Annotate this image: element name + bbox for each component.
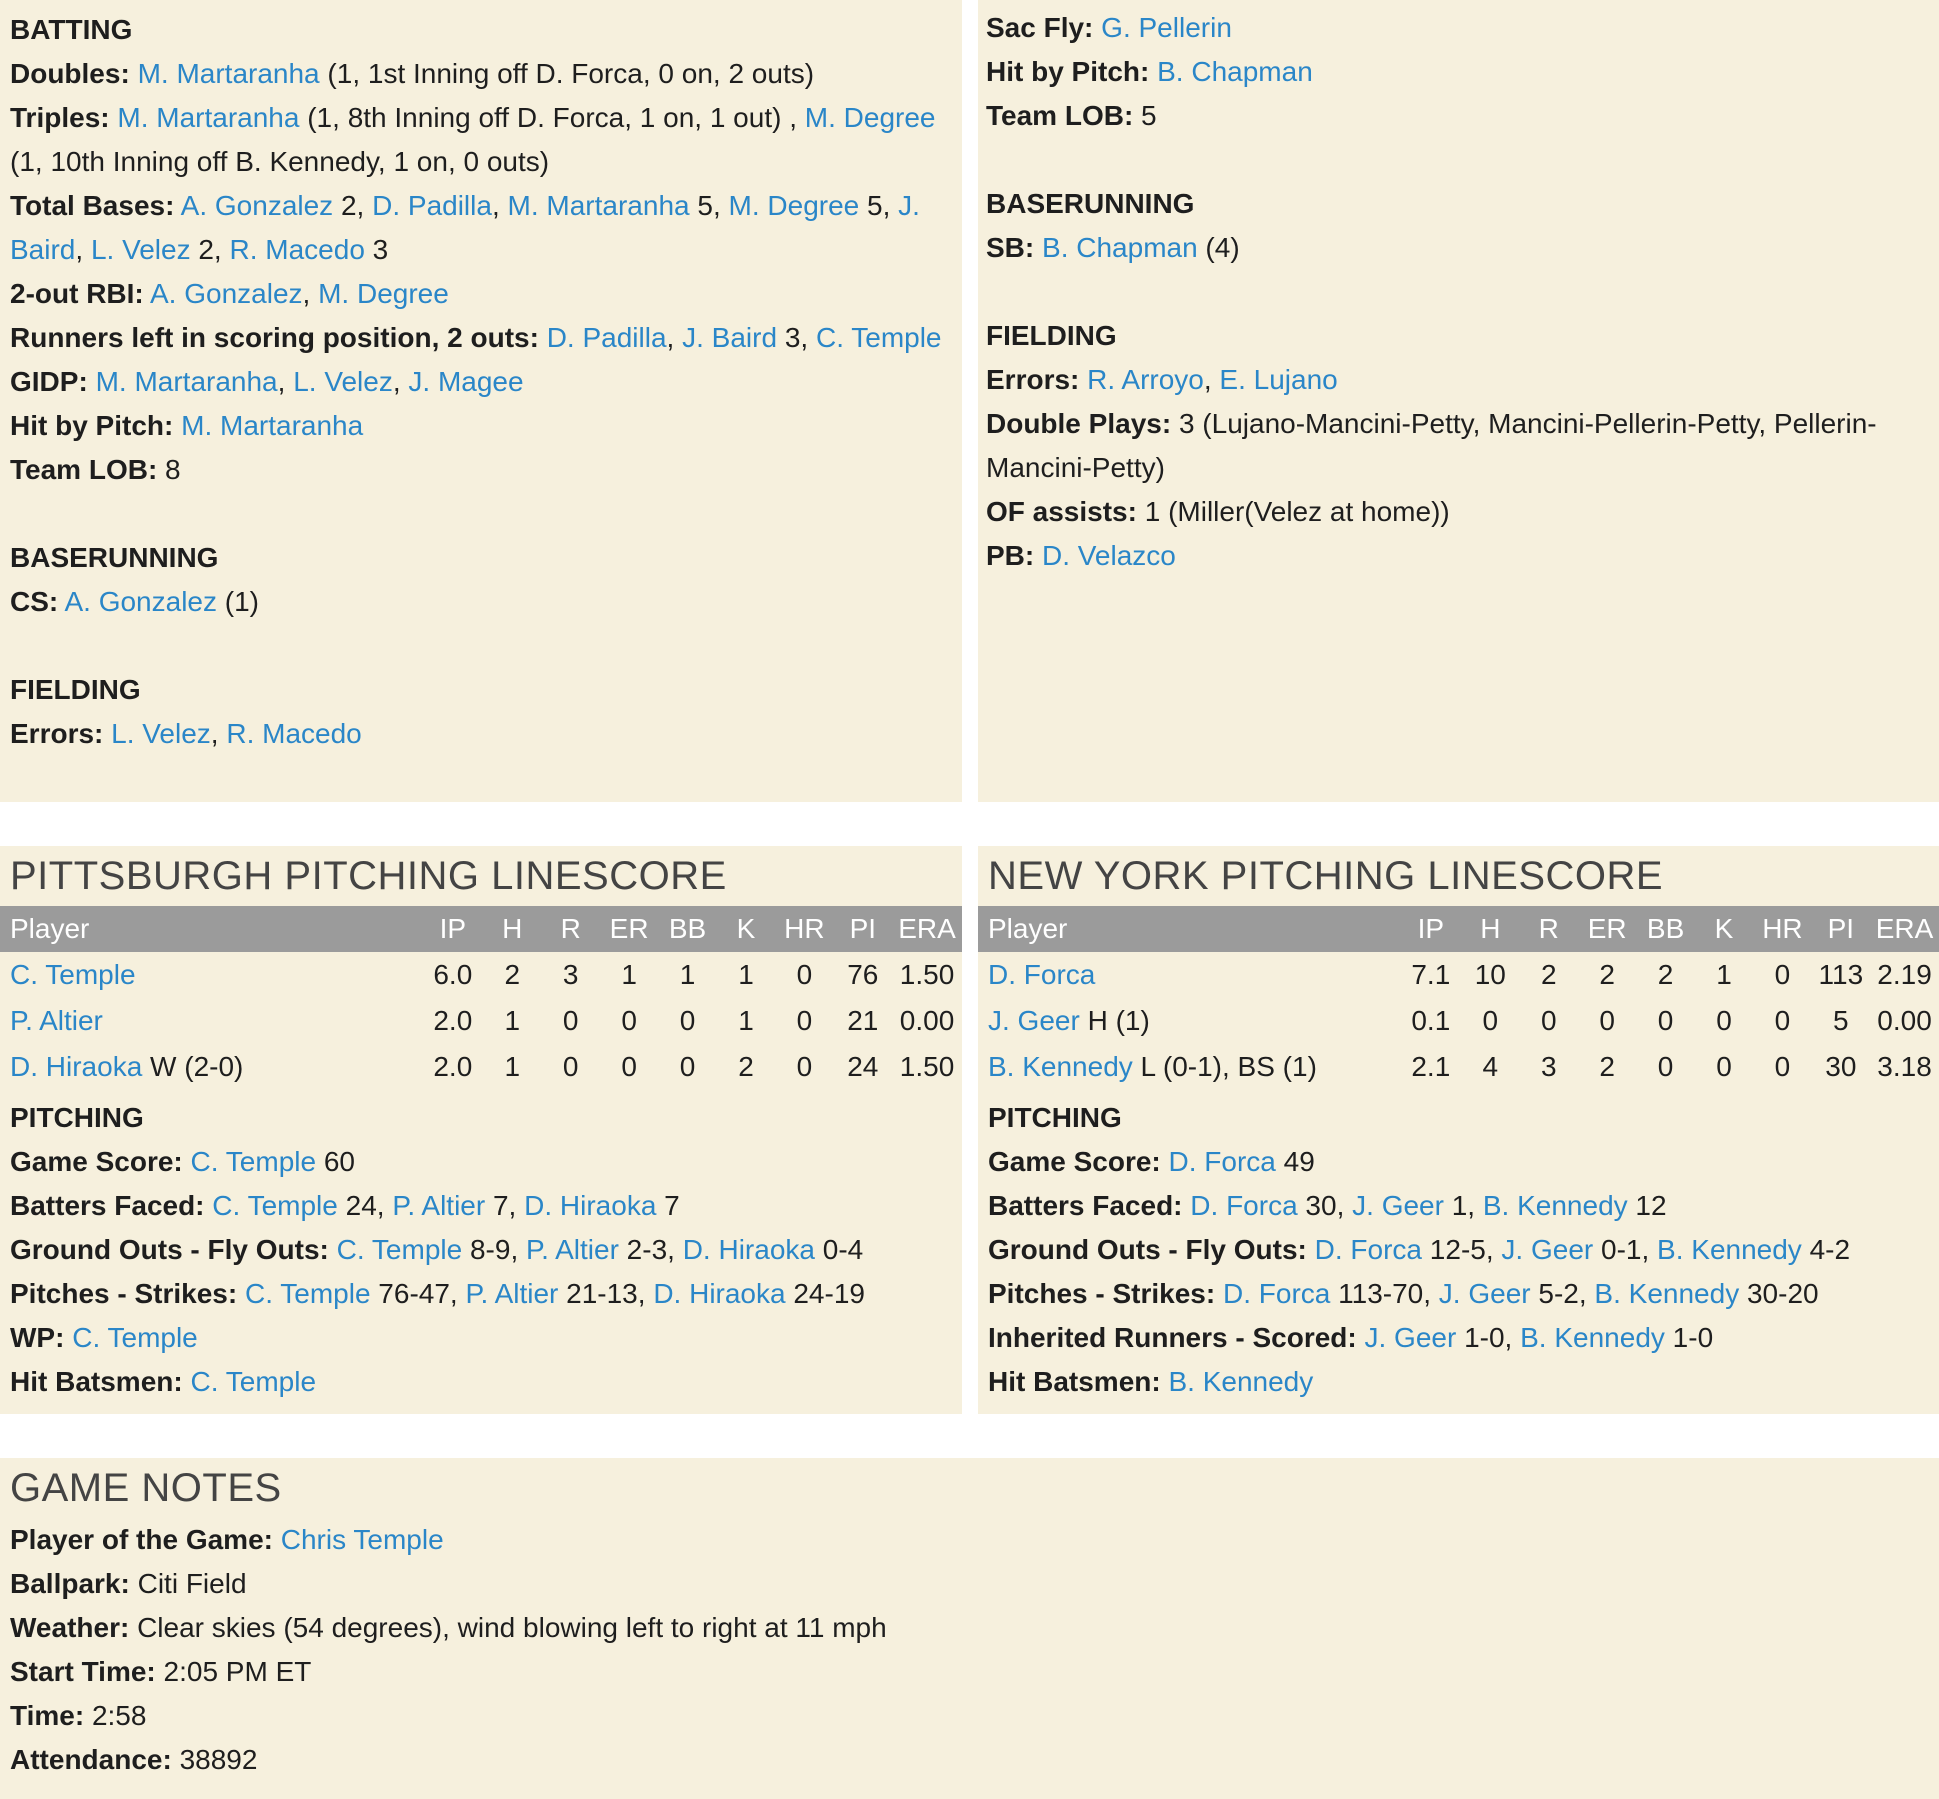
errors-line <box>10 712 952 756</box>
stat-text: , <box>666 322 683 353</box>
spacer <box>10 492 952 536</box>
start-time-value: 2:05 PM ET <box>155 1656 312 1687</box>
table-row <box>978 952 1939 998</box>
batting-header: BATTING <box>10 14 133 45</box>
hr-cell: 0 <box>1774 1005 1791 1036</box>
player-link[interactable]: J. Geer <box>988 1005 1080 1036</box>
game-score-line <box>10 1140 952 1184</box>
stat-text: 1, <box>1443 1190 1483 1221</box>
column-header: R <box>542 906 600 952</box>
stat-text: , <box>302 278 319 309</box>
inherited-runners-line <box>988 1316 1929 1360</box>
pitching-linescore-table <box>0 906 962 1090</box>
stat-text: 8-9, <box>462 1234 527 1265</box>
hit-batsmen-label: Hit Batsmen: <box>988 1366 1161 1397</box>
player-link[interactable]: P. Altier <box>10 1005 103 1036</box>
player-link[interactable]: L. Velez <box>90 234 191 265</box>
pi-cell: 30 <box>1825 1051 1857 1082</box>
pitching-header: PITCHING <box>988 1102 1122 1133</box>
game-time-value: 2:58 <box>84 1700 147 1731</box>
game-notes-panel <box>0 1458 1939 1799</box>
r-cell: 3 <box>1540 1051 1557 1082</box>
player-cell <box>978 952 1401 998</box>
stat-text: (1) <box>217 586 259 617</box>
column-header: ERA <box>1870 906 1939 952</box>
double-plays-text: 3 (Lujano-Mancini-Petty, Mancini-Pellerin-Petty, Pellerin-Mancini-Petty) <box>986 408 1877 483</box>
player-link[interactable]: A. Gonzalez <box>64 586 217 617</box>
cs-label: CS: <box>10 586 59 617</box>
column-header: BB <box>1636 906 1694 952</box>
player-link[interactable]: B. Kennedy <box>1482 1190 1628 1221</box>
of-assists-line <box>986 490 1929 534</box>
column-header: K <box>1695 906 1753 952</box>
player-link[interactable]: Chris Temple <box>280 1524 444 1555</box>
k-cell: 2 <box>738 1051 754 1082</box>
player-link[interactable]: E. Lujano <box>1219 364 1338 395</box>
decision-note: H (1) <box>1079 1005 1150 1036</box>
hr-cell: 0 <box>796 959 813 990</box>
start-time-label: Start Time: <box>10 1656 156 1687</box>
sac-fly-label: Sac Fly: <box>986 12 1094 43</box>
player-link[interactable]: M. Martaranha <box>507 190 690 221</box>
player-link[interactable]: J. Geer <box>1438 1278 1531 1309</box>
stat-text: 0-4 <box>814 1234 864 1265</box>
stat-text: 30, <box>1297 1190 1353 1221</box>
stat-text: 113-70, <box>1330 1278 1439 1309</box>
pitching-details <box>978 1090 1939 1404</box>
triples-line <box>10 96 952 184</box>
pi-cell: 76 <box>847 959 879 990</box>
game-notes-body <box>0 1518 1939 1782</box>
decision-note: L (0-1), BS (1) <box>1132 1051 1317 1082</box>
column-header: Player <box>978 906 1401 952</box>
column-header: ER <box>1578 906 1636 952</box>
pi-cell: 21 <box>847 1005 879 1036</box>
stat-text: , <box>392 366 409 397</box>
stat-text: 0-1, <box>1593 1234 1658 1265</box>
player-link[interactable]: J. Geer <box>1352 1190 1444 1221</box>
hit-by-pitch-line <box>10 404 952 448</box>
table-row <box>978 998 1939 1044</box>
player-link[interactable]: J. Geer <box>1364 1322 1457 1353</box>
errors-line <box>986 358 1929 402</box>
stat-text: 1-0, <box>1456 1322 1521 1353</box>
errors-label: Errors: <box>10 718 104 749</box>
player-link[interactable]: C. Temple <box>190 1366 317 1397</box>
player-cell <box>0 952 423 998</box>
new-york-pitching-panel <box>978 846 1939 1414</box>
ballpark-value: Citi Field <box>129 1568 247 1599</box>
player-link[interactable]: D. Hiraoka <box>682 1234 815 1265</box>
k-cell: 0 <box>1716 1051 1732 1082</box>
team-lob-label: Team LOB: <box>10 454 158 485</box>
player-link[interactable]: D. Hiraoka <box>524 1190 657 1221</box>
new-york-batting-panel <box>978 0 1939 802</box>
wild-pitch-label: WP: <box>10 1322 65 1353</box>
er-cell: 2 <box>1599 959 1615 990</box>
column-header: HR <box>1753 906 1811 952</box>
player-link[interactable]: J. Baird <box>682 322 778 353</box>
wild-pitch-line <box>10 1316 952 1360</box>
pitches-strikes-label: Pitches - Strikes: <box>988 1278 1216 1309</box>
player-link[interactable]: M. Degree <box>804 102 936 133</box>
batters-faced-line <box>10 1184 952 1228</box>
h-cell: 4 <box>1482 1051 1499 1082</box>
stat-text: 24, <box>337 1190 393 1221</box>
player-link[interactable]: D. Forca <box>1222 1278 1331 1309</box>
team-lob-value: 8 <box>157 454 181 485</box>
double-plays-line <box>986 402 1929 490</box>
ip-cell: 2.0 <box>433 1051 473 1082</box>
batters-faced-line <box>988 1184 1929 1228</box>
er-cell: 2 <box>1599 1051 1615 1082</box>
player-link[interactable]: M. Degree <box>318 278 449 309</box>
player-link[interactable]: J. Baird <box>10 190 920 265</box>
player-link[interactable]: D. Velazco <box>1042 540 1176 571</box>
bb-cell: 0 <box>1657 1005 1674 1036</box>
triples-detail: (1, 10th Inning off B. Kennedy, 1 on, 0 outs) <box>10 146 550 177</box>
player-link[interactable]: C. Temple <box>72 1322 198 1353</box>
player-link[interactable]: A. Gonzalez <box>150 278 303 309</box>
stat-text: 2-3, <box>618 1234 683 1265</box>
player-link[interactable]: M. Martaranha <box>117 102 300 133</box>
double-plays-label: Double Plays: <box>986 408 1172 439</box>
column-header: R <box>1520 906 1578 952</box>
player-link[interactable]: B. Kennedy <box>1168 1366 1314 1397</box>
r-cell: 0 <box>562 1005 579 1036</box>
player-link[interactable]: B. Kennedy <box>1520 1322 1665 1353</box>
inherited-runners-label: Inherited Runners - Scored: <box>988 1322 1357 1353</box>
stat-text: 1-0 <box>1664 1322 1714 1353</box>
bb-cell: 0 <box>679 1051 696 1082</box>
gidp-label: GIDP: <box>10 366 88 397</box>
player-link[interactable]: D. Forca <box>1314 1234 1423 1265</box>
batters-faced-label: Batters Faced: <box>10 1190 205 1221</box>
column-header: ERA <box>892 906 962 952</box>
spacer <box>986 138 1929 182</box>
h-cell: 0 <box>1482 1005 1499 1036</box>
player-cell <box>978 998 1401 1044</box>
errors-label: Errors: <box>986 364 1080 395</box>
triples-label: Triples: <box>10 102 110 133</box>
two-out-rbi-label: 2-out RBI: <box>10 278 144 309</box>
doubles-label: Doubles: <box>10 58 130 89</box>
player-link[interactable]: B. Chapman <box>1042 232 1198 263</box>
attendance-label: Attendance: <box>10 1744 172 1775</box>
doubles-detail: (1, 1st Inning off D. Forca, 0 on, 2 outs) <box>319 58 815 89</box>
stat-text: 76-47, <box>370 1278 466 1309</box>
ground-fly-outs-line <box>10 1228 952 1272</box>
k-cell: 1 <box>1716 959 1732 990</box>
ip-cell: 7.1 <box>1411 959 1451 990</box>
ip-cell: 6.0 <box>433 959 473 990</box>
k-cell: 1 <box>738 959 754 990</box>
column-header: Player <box>0 906 423 952</box>
era-cell: 0.00 <box>1877 1005 1932 1036</box>
player-link[interactable]: R. Macedo <box>229 234 365 265</box>
r-cell: 2 <box>1540 959 1557 990</box>
column-header: PI <box>834 906 892 952</box>
rlisp-label: Runners left in scoring position, 2 outs: <box>10 322 539 353</box>
stat-text: , <box>491 190 508 221</box>
team-lob-line <box>10 448 952 492</box>
batters-faced-label: Batters Faced: <box>988 1190 1183 1221</box>
column-header: IP <box>423 906 484 952</box>
ballpark-label: Ballpark: <box>10 1568 130 1599</box>
hit-by-pitch-line <box>986 50 1929 94</box>
bb-cell: 1 <box>679 959 696 990</box>
r-cell: 0 <box>1540 1005 1557 1036</box>
stat-text: , <box>210 718 227 749</box>
column-header: IP <box>1401 906 1462 952</box>
gidp-line <box>10 360 952 404</box>
player-cell <box>0 1044 423 1090</box>
stat-text: 7 <box>656 1190 680 1221</box>
sb-label: SB: <box>986 232 1035 263</box>
bb-cell: 0 <box>1657 1051 1674 1082</box>
section-title: NEW YORK PITCHING LINESCORE <box>988 854 1664 898</box>
sac-fly-line <box>986 6 1929 50</box>
stat-text: 12-5, <box>1422 1234 1502 1265</box>
stat-text: (4) <box>1197 232 1240 263</box>
pitches-strikes-line <box>988 1272 1929 1316</box>
pittsburgh-pitching-panel <box>0 846 962 1414</box>
table-header-row <box>0 906 962 952</box>
spacer <box>10 624 952 668</box>
pitching-header: PITCHING <box>10 1102 144 1133</box>
weather-value: Clear skies (54 degrees), wind blowing left to right at 11 mph <box>129 1612 887 1643</box>
h-cell: 1 <box>504 1005 521 1036</box>
stat-text: 5, <box>689 190 729 221</box>
era-cell: 0.00 <box>899 1005 955 1036</box>
k-cell: 1 <box>738 1005 754 1036</box>
game-time-label: Time: <box>10 1700 85 1731</box>
weather-label: Weather: <box>10 1612 130 1643</box>
game-score-label: Game Score: <box>10 1146 183 1177</box>
attendance-line <box>10 1738 1929 1782</box>
ground-fly-outs-label: Ground Outs - Fly Outs: <box>988 1234 1307 1265</box>
player-cell <box>0 998 423 1044</box>
player-link[interactable]: B. Kennedy <box>1657 1234 1802 1265</box>
table-row <box>0 998 962 1044</box>
player-link[interactable]: B. Chapman <box>1157 56 1313 87</box>
cs-line <box>10 580 952 624</box>
era-cell: 3.18 <box>1877 1051 1932 1082</box>
stat-text: 30-20 <box>1739 1278 1819 1309</box>
sb-line <box>986 226 1929 270</box>
doubles-line <box>10 52 952 96</box>
column-header: HR <box>775 906 833 952</box>
stat-text: 2, <box>333 190 373 221</box>
er-cell: 0 <box>1599 1005 1615 1036</box>
of-assists-label: OF assists: <box>986 496 1137 527</box>
player-link[interactable]: M. Martaranha <box>181 410 364 441</box>
total-bases-line <box>10 184 952 272</box>
column-header: H <box>483 906 541 952</box>
team-lob-label: Team LOB: <box>986 100 1134 131</box>
ip-cell: 0.1 <box>1411 1005 1451 1036</box>
player-link[interactable]: D. Hiraoka <box>653 1278 786 1309</box>
player-link[interactable]: B. Kennedy <box>1594 1278 1740 1309</box>
two-out-rbi-line <box>10 272 952 316</box>
player-link[interactable]: J. Geer <box>1501 1234 1594 1265</box>
player-link[interactable]: M. Martaranha <box>137 58 320 89</box>
ip-cell: 2.1 <box>1411 1051 1451 1082</box>
player-link[interactable]: L. Velez <box>111 718 211 749</box>
player-link[interactable]: M. Martaranha <box>95 366 278 397</box>
player-link[interactable]: L. Velez <box>293 366 393 397</box>
ground-fly-outs-label: Ground Outs - Fly Outs: <box>10 1234 329 1265</box>
section-title: GAME NOTES <box>10 1466 282 1510</box>
player-link[interactable]: C. Temple <box>212 1190 338 1221</box>
pb-line <box>986 534 1929 578</box>
stat-text: 3, <box>777 322 816 353</box>
stat-text: , <box>277 366 294 397</box>
er-cell: 0 <box>621 1051 637 1082</box>
player-link[interactable]: C. Temple <box>190 1146 317 1177</box>
baserunning-header: BASERUNNING <box>10 542 219 573</box>
stat-text: 2, <box>190 234 230 265</box>
game-score-label: Game Score: <box>988 1146 1161 1177</box>
k-cell: 0 <box>1716 1005 1732 1036</box>
player-link[interactable]: D. Padilla <box>546 322 667 353</box>
pb-label: PB: <box>986 540 1035 571</box>
of-assists-text: 1 (Miller(Velez at home)) <box>1136 496 1450 527</box>
player-link[interactable]: C. Temple <box>336 1234 463 1265</box>
stat-text: 5-2, <box>1530 1278 1595 1309</box>
player-link[interactable]: C. Temple <box>815 322 942 353</box>
player-link[interactable]: C. Temple <box>10 959 136 990</box>
stat-text: 5, <box>859 190 899 221</box>
total-bases-label: Total Bases: <box>10 190 175 221</box>
stat-text: 3 <box>364 234 389 265</box>
player-link[interactable]: P. Altier <box>465 1278 559 1309</box>
column-header: PI <box>1812 906 1870 952</box>
weather-line <box>10 1606 1929 1650</box>
player-link[interactable]: D. Forca <box>1168 1146 1276 1177</box>
hit-by-pitch-label: Hit by Pitch: <box>986 56 1150 87</box>
player-link[interactable]: D. Padilla <box>372 190 492 221</box>
h-cell: 2 <box>504 959 521 990</box>
era-cell: 2.19 <box>1877 959 1932 990</box>
attendance-value: 38892 <box>171 1744 258 1775</box>
hr-cell: 0 <box>796 1005 813 1036</box>
hit-by-pitch-label: Hit by Pitch: <box>10 410 174 441</box>
player-link[interactable]: D. Hiraoka <box>10 1051 143 1082</box>
table-row <box>0 1044 962 1090</box>
pitches-strikes-label: Pitches - Strikes: <box>10 1278 238 1309</box>
player-link[interactable]: G. Pellerin <box>1101 12 1232 43</box>
table-row <box>0 952 962 998</box>
baserunning-header: BASERUNNING <box>986 188 1195 219</box>
stat-text: 24-19 <box>785 1278 865 1309</box>
hr-cell: 0 <box>1774 1051 1791 1082</box>
era-cell: 1.50 <box>899 959 955 990</box>
pitches-strikes-line <box>10 1272 952 1316</box>
r-cell: 0 <box>562 1051 579 1082</box>
column-header: K <box>717 906 775 952</box>
hit-batsmen-label: Hit Batsmen: <box>10 1366 183 1397</box>
player-link[interactable]: M. Degree <box>728 190 860 221</box>
pi-cell: 113 <box>1818 959 1864 990</box>
hr-cell: 0 <box>1774 959 1791 990</box>
game-score-line <box>988 1140 1929 1184</box>
stat-text: 4-2 <box>1801 1234 1851 1265</box>
player-link[interactable]: D. Forca <box>988 959 1096 990</box>
decision-note: W (2-0) <box>142 1051 244 1082</box>
fielding-header: FIELDING <box>986 320 1117 351</box>
player-link[interactable]: A. Gonzalez <box>180 190 334 221</box>
player-link[interactable]: J. Magee <box>408 366 524 397</box>
era-cell: 1.50 <box>899 1051 955 1082</box>
er-cell: 1 <box>621 959 637 990</box>
stat-text: 21-13, <box>558 1278 654 1309</box>
pittsburgh-batting-panel <box>0 0 962 802</box>
player-link[interactable]: C. Temple <box>244 1278 371 1309</box>
pi-cell: 24 <box>847 1051 879 1082</box>
pitching-details <box>0 1090 962 1404</box>
column-header: ER <box>600 906 658 952</box>
triples-detail: (1, 8th Inning off D. Forca, 1 on, 1 out) , <box>299 102 805 133</box>
stat-text: , <box>1203 364 1220 395</box>
table-row <box>978 1044 1939 1090</box>
table-header-row <box>978 906 1939 952</box>
player-link[interactable]: P. Altier <box>526 1234 619 1265</box>
er-cell: 0 <box>621 1005 637 1036</box>
stat-text: 49 <box>1275 1146 1315 1177</box>
column-header: H <box>1461 906 1519 952</box>
pitching-linescore-table <box>978 906 1939 1090</box>
player-of-game-label: Player of the Game: <box>10 1524 273 1555</box>
hit-batsmen-line <box>10 1360 952 1404</box>
h-cell: 1 <box>504 1051 521 1082</box>
ground-fly-outs-line <box>988 1228 1929 1272</box>
player-link[interactable]: R. Arroyo <box>1087 364 1204 395</box>
column-header: BB <box>658 906 716 952</box>
hit-batsmen-line <box>988 1360 1929 1404</box>
player-cell <box>978 1044 1401 1090</box>
game-time-line <box>10 1694 1929 1738</box>
ballpark-line <box>10 1562 1929 1606</box>
spacer <box>986 270 1929 314</box>
hr-cell: 0 <box>796 1051 813 1082</box>
stat-text: 60 <box>316 1146 356 1177</box>
section-title: PITTSBURGH PITCHING LINESCORE <box>10 854 727 898</box>
bb-cell: 2 <box>1657 959 1674 990</box>
ip-cell: 2.0 <box>433 1005 473 1036</box>
bb-cell: 0 <box>679 1005 696 1036</box>
player-link[interactable]: P. Altier <box>392 1190 486 1221</box>
start-time-line <box>10 1650 1929 1694</box>
r-cell: 3 <box>562 959 579 990</box>
h-cell: 10 <box>1474 959 1506 990</box>
stat-text: , <box>75 234 91 265</box>
player-of-game-line <box>10 1518 1929 1562</box>
player-link[interactable]: R. Macedo <box>226 718 362 749</box>
stat-text: 12 <box>1627 1190 1667 1221</box>
rlisp-line <box>10 316 952 360</box>
player-link[interactable]: D. Forca <box>1190 1190 1298 1221</box>
stat-text: 7, <box>485 1190 525 1221</box>
team-lob-line <box>986 94 1929 138</box>
pi-cell: 5 <box>1833 1005 1849 1036</box>
fielding-header: FIELDING <box>10 674 141 705</box>
player-link[interactable]: B. Kennedy <box>988 1051 1133 1082</box>
team-lob-value: 5 <box>1133 100 1157 131</box>
